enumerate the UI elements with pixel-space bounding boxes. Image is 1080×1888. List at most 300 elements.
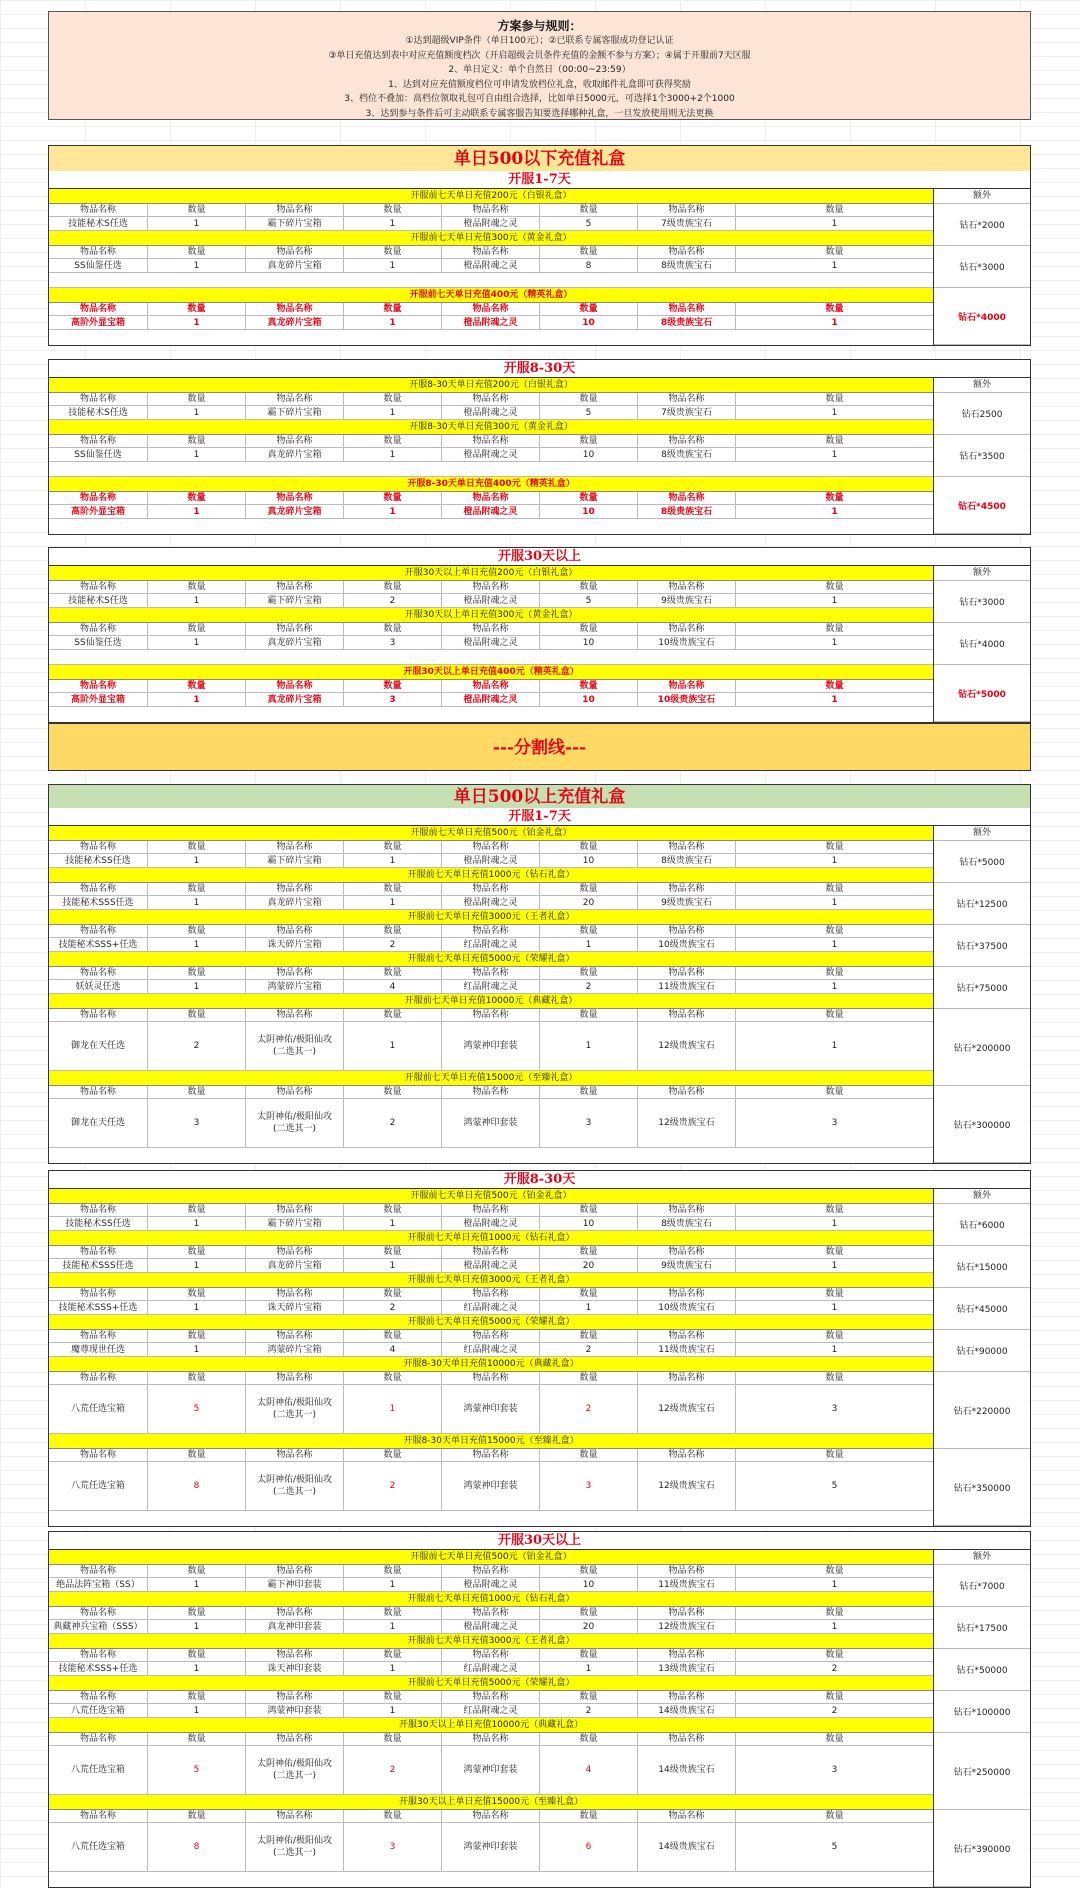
item-name: 霸下碎片宝箱 xyxy=(246,594,344,607)
header-quantity: 数量 xyxy=(825,582,844,592)
item-name: 14级贵族宝石 xyxy=(638,1704,736,1717)
table-row xyxy=(49,1099,933,1148)
header-quantity: 数量 xyxy=(344,1372,442,1384)
gift-tier-header: 开服前七天单日充值500元（铂金礼盒） xyxy=(49,1189,933,1204)
gift-tier-header: 开服30天以上单日充值300元（黄金礼盒） xyxy=(49,608,933,623)
item-name: 橙品附魂之灵 xyxy=(442,259,540,272)
item-quantity: 2 xyxy=(344,1746,442,1794)
header-quantity: 数量 xyxy=(825,394,844,404)
extra-header: 额外 xyxy=(934,1550,1030,1565)
table-row xyxy=(49,1385,933,1434)
header-item-name: 物品名称 xyxy=(638,925,736,937)
extra-diamond-reward: 钻石*17500 xyxy=(934,1607,1030,1649)
item-quantity: 1 xyxy=(344,448,442,461)
item-quantity: 5 xyxy=(148,1385,246,1433)
item-quantity: 2 xyxy=(540,1343,638,1356)
header-quantity: 数量 xyxy=(344,623,442,635)
header-item-name: 物品名称 xyxy=(442,925,540,937)
item-quantity: 1 xyxy=(344,1217,442,1230)
header-quantity: 数量 xyxy=(344,435,442,447)
table-row xyxy=(49,316,933,330)
header-item-name: 物品名称 xyxy=(246,1204,344,1216)
item-name: 太阴神佑/极阳仙攻 (二选其一) xyxy=(246,1385,344,1433)
header-quantity: 数量 xyxy=(148,925,246,937)
item-quantity: 1 xyxy=(344,1022,442,1070)
header-item-name: 物品名称 xyxy=(442,1009,540,1021)
spacer-row xyxy=(49,462,933,477)
header-item-name: 物品名称 xyxy=(442,841,540,853)
extra-diamond-reward: 钻石*90000 xyxy=(934,1330,1030,1372)
item-quantity: 1 xyxy=(148,217,246,230)
header-item-name: 物品名称 xyxy=(442,393,540,405)
header-quantity: 数量 xyxy=(540,1204,638,1216)
item-quantity: 1 xyxy=(148,448,246,461)
extra-diamond-reward: 钻石*250000 xyxy=(934,1733,1030,1810)
header-item-name: 物品名称 xyxy=(638,1330,736,1342)
header-item-name: 物品名称 xyxy=(442,492,540,504)
header-item-name: 物品名称 xyxy=(246,1086,344,1098)
item-name: 鸿蒙神印套装 xyxy=(442,1385,540,1433)
column-header-row xyxy=(49,1330,933,1343)
extra-diamond-reward: 钻石*75000 xyxy=(934,967,1030,1009)
item-quantity: 1 xyxy=(344,316,442,329)
rules-line: ①达到超级VIP条件（单日100元）；②已联系专属客服成功登记认证 xyxy=(405,36,674,46)
item-name: 10级贵族宝石 xyxy=(638,693,736,706)
header-quantity: 数量 xyxy=(344,841,442,853)
header-quantity: 数量 xyxy=(344,393,442,405)
item-name: 11级贵族宝石 xyxy=(638,980,736,993)
item-quantity: 20 xyxy=(540,1259,638,1272)
header-quantity: 数量 xyxy=(148,1449,246,1461)
header-quantity: 数量 xyxy=(825,304,844,314)
item-name: 八荒任选宝箱 xyxy=(49,1385,148,1433)
item-quantity: 1 xyxy=(831,1302,838,1313)
column-header-row xyxy=(49,1372,933,1385)
header-item-name: 物品名称 xyxy=(246,303,344,315)
item-name: 高阶外显宝箱 xyxy=(49,693,148,706)
header-quantity: 数量 xyxy=(825,436,844,446)
column-header-row xyxy=(49,1449,933,1462)
item-name: 橙品附魂之灵 xyxy=(442,505,540,518)
header-item-name: 物品名称 xyxy=(49,680,148,692)
item-quantity: 1 xyxy=(831,260,838,271)
spacer-row xyxy=(49,650,933,665)
item-name: 红品附魂之灵 xyxy=(442,938,540,951)
header-item-name: 物品名称 xyxy=(638,680,736,692)
column-header-row xyxy=(49,393,933,406)
extra-diamond-reward: 钻石*12500 xyxy=(934,883,1030,925)
item-quantity: 10 xyxy=(540,505,638,518)
item-name: 真龙碎片宝箱 xyxy=(246,448,344,461)
item-name: 橙品附魂之灵 xyxy=(442,217,540,230)
header-item-name: 物品名称 xyxy=(442,1810,540,1822)
item-name: 诛天神印套装 xyxy=(246,1662,344,1675)
header-item-name: 物品名称 xyxy=(638,1246,736,1258)
item-quantity: 8 xyxy=(148,1823,246,1871)
header-item-name: 物品名称 xyxy=(246,204,344,216)
header-quantity: 数量 xyxy=(540,581,638,593)
spacer-row xyxy=(49,273,933,288)
header-item-name: 物品名称 xyxy=(638,303,736,315)
header-item-name: 物品名称 xyxy=(442,581,540,593)
header-quantity: 数量 xyxy=(540,1607,638,1619)
extra-diamond-reward: 钻石*3000 xyxy=(934,581,1030,623)
gift-section xyxy=(48,1170,1031,1527)
header-quantity: 数量 xyxy=(344,1810,442,1822)
item-quantity: 1 xyxy=(344,854,442,867)
item-quantity: 3 xyxy=(344,636,442,649)
gift-tier-header: 开服前七天单日充值1000元（钻石礼盒） xyxy=(49,1231,933,1246)
header-quantity: 数量 xyxy=(148,1649,246,1661)
extra-diamond-reward: 钻石*5000 xyxy=(934,841,1030,883)
header-quantity: 数量 xyxy=(540,1565,638,1577)
header-quantity: 数量 xyxy=(825,681,844,691)
extra-header: 额外 xyxy=(934,189,1030,204)
header-quantity: 数量 xyxy=(344,581,442,593)
header-quantity: 数量 xyxy=(825,1692,844,1702)
header-item-name: 物品名称 xyxy=(49,393,148,405)
gift-tier-header: 开服前七天单日充值3000元（王者礼盒） xyxy=(49,910,933,925)
item-name: 红品附魂之灵 xyxy=(442,1662,540,1675)
header-item-name: 物品名称 xyxy=(246,925,344,937)
item-quantity: 1 xyxy=(831,1041,838,1051)
item-name: 8级贵族宝石 xyxy=(638,505,736,518)
header-item-name: 物品名称 xyxy=(442,1086,540,1098)
header-item-name: 物品名称 xyxy=(246,1288,344,1300)
item-name: 八荒任选宝箱 xyxy=(49,1462,148,1510)
item-name: 橙品附魂之灵 xyxy=(442,1217,540,1230)
item-name: 高阶外显宝箱 xyxy=(49,316,148,329)
item-quantity: 1 xyxy=(831,694,838,705)
item-quantity: 1 xyxy=(148,1217,246,1230)
gift-tier-header: 开服前七天单日充值3000元（王者礼盒） xyxy=(49,1634,933,1649)
header-item-name: 物品名称 xyxy=(49,1649,148,1661)
header-quantity: 数量 xyxy=(540,1372,638,1384)
extra-header: 额外 xyxy=(934,378,1030,393)
rules-line: 2、单日定义：单个自然日（00:00~23:59） xyxy=(448,65,631,75)
gift-tier-header: 开服前七天单日充值500元（铂金礼盒） xyxy=(49,1550,933,1565)
extra-diamond-reward: 钻石*50000 xyxy=(934,1649,1030,1691)
item-quantity: 1 xyxy=(344,1620,442,1633)
header-quantity: 数量 xyxy=(540,1086,638,1098)
item-quantity: 1 xyxy=(148,1662,246,1675)
item-name: 14级贵族宝石 xyxy=(638,1823,736,1871)
item-name: 魔尊现世任选 xyxy=(49,1343,148,1356)
item-name: 鸿蒙碎片宝箱 xyxy=(246,1343,344,1356)
gift-tier-header: 开服8-30天单日充值400元（精英礼盒） xyxy=(49,477,933,492)
item-quantity: 4 xyxy=(344,980,442,993)
extra-diamond-reward: 钻石*6000 xyxy=(934,1204,1030,1246)
item-quantity: 1 xyxy=(344,896,442,909)
item-name: 橙品附魂之灵 xyxy=(442,1259,540,1272)
item-quantity: 1 xyxy=(831,897,838,908)
column-header-row xyxy=(49,492,933,505)
item-quantity: 2 xyxy=(148,1022,246,1070)
header-item-name: 物品名称 xyxy=(49,1246,148,1258)
item-quantity: 2 xyxy=(540,980,638,993)
item-name: 真龙碎片宝箱 xyxy=(246,693,344,706)
column-header-row xyxy=(49,204,933,217)
item-name: 太阴神佑/极阳仙攻 (二选其一) xyxy=(246,1746,344,1794)
header-item-name: 物品名称 xyxy=(49,1288,148,1300)
table-row xyxy=(49,693,933,707)
header-item-name: 物品名称 xyxy=(246,883,344,895)
header-quantity: 数量 xyxy=(540,1810,638,1822)
item-quantity: 6 xyxy=(540,1823,638,1871)
header-quantity: 数量 xyxy=(148,1009,246,1021)
item-quantity: 1 xyxy=(831,939,838,950)
header-item-name: 物品名称 xyxy=(638,1288,736,1300)
gift-tier-header: 开服前七天单日充值400元（精英礼盒） xyxy=(49,288,933,303)
gift-tier-header: 开服30天以上单日充值15000元（至臻礼盒） xyxy=(49,1795,933,1810)
banner-under-500: 单日500以下充值礼盒 xyxy=(48,145,1031,171)
header-quantity: 数量 xyxy=(344,492,442,504)
header-quantity: 数量 xyxy=(344,1086,442,1098)
table-row xyxy=(49,854,933,868)
header-item-name: 物品名称 xyxy=(49,841,148,853)
header-item-name: 物品名称 xyxy=(638,1565,736,1577)
header-item-name: 物品名称 xyxy=(638,1086,736,1098)
item-quantity: 1 xyxy=(540,1662,638,1675)
header-item-name: 物品名称 xyxy=(246,967,344,979)
header-quantity: 数量 xyxy=(148,393,246,405)
header-item-name: 物品名称 xyxy=(638,967,736,979)
item-quantity: 1 xyxy=(148,316,246,329)
item-quantity: 1 xyxy=(148,594,246,607)
item-quantity: 3 xyxy=(831,1765,838,1775)
item-name: 太阴神佑/极阳仙攻 (二选其一) xyxy=(246,1462,344,1510)
item-name: 12级贵族宝石 xyxy=(638,1099,736,1147)
header-quantity: 数量 xyxy=(825,1205,844,1215)
column-header-row xyxy=(49,925,933,938)
item-quantity: 2 xyxy=(831,1705,838,1716)
gift-section xyxy=(48,1531,1031,1888)
item-name: 妖妖灵任选 xyxy=(49,980,148,993)
header-item-name: 物品名称 xyxy=(638,435,736,447)
extra-diamond-reward: 钻石*350000 xyxy=(934,1449,1030,1526)
header-quantity: 数量 xyxy=(540,1691,638,1703)
rules-line: 3、达到参与条件后可主动联系专属客服告知要选择哪种礼盒，一旦发放使用则无法更换 xyxy=(365,108,714,119)
table-row xyxy=(49,1823,933,1872)
item-quantity: 1 xyxy=(540,1022,638,1070)
item-quantity: 1 xyxy=(540,1301,638,1314)
item-name: 典藏神兵宝箱（SSS） xyxy=(49,1620,148,1633)
header-quantity: 数量 xyxy=(344,303,442,315)
header-quantity: 数量 xyxy=(148,1288,246,1300)
column-header-row xyxy=(49,1246,933,1259)
rules-line: 1、达到对应充值额度档位可申请发放档位礼盒，收取邮件礼盒即可获得奖励 xyxy=(388,79,691,90)
header-quantity: 数量 xyxy=(344,1449,442,1461)
header-quantity: 数量 xyxy=(344,1009,442,1021)
item-name: SS仙鉴任选 xyxy=(49,259,148,272)
gift-tier-header: 开服前七天单日充值1000元（钻石礼盒） xyxy=(49,868,933,883)
gift-section xyxy=(48,359,1031,535)
header-item-name: 物品名称 xyxy=(246,1009,344,1021)
header-quantity: 数量 xyxy=(344,1691,442,1703)
header-item-name: 物品名称 xyxy=(49,1204,148,1216)
header-quantity: 数量 xyxy=(148,1733,246,1745)
item-quantity: 2 xyxy=(344,1301,442,1314)
header-quantity: 数量 xyxy=(540,623,638,635)
header-item-name: 物品名称 xyxy=(638,623,736,635)
header-item-name: 物品名称 xyxy=(49,1086,148,1098)
item-quantity: 1 xyxy=(148,980,246,993)
header-item-name: 物品名称 xyxy=(246,1810,344,1822)
header-quantity: 数量 xyxy=(825,1331,844,1341)
header-quantity: 数量 xyxy=(540,1009,638,1021)
table-row xyxy=(49,217,933,231)
header-quantity: 数量 xyxy=(825,1373,844,1383)
header-item-name: 物品名称 xyxy=(638,1204,736,1216)
item-name: 霸下碎片宝箱 xyxy=(246,854,344,867)
item-name: 霸下碎片宝箱 xyxy=(246,406,344,419)
item-quantity: 1 xyxy=(831,855,838,866)
item-quantity: 5 xyxy=(831,1842,838,1852)
item-name: 真龙碎片宝箱 xyxy=(246,896,344,909)
column-header-row xyxy=(49,1733,933,1746)
item-name: 真龙神印套装 xyxy=(246,1620,344,1633)
extra-diamond-reward: 钻石*390000 xyxy=(934,1810,1030,1887)
header-quantity: 数量 xyxy=(148,492,246,504)
item-name: 橙品附魂之灵 xyxy=(442,1578,540,1591)
header-quantity: 数量 xyxy=(344,883,442,895)
header-item-name: 物品名称 xyxy=(246,623,344,635)
gift-tier-header: 开服前七天单日充值5000元（荣耀礼盒） xyxy=(49,1315,933,1330)
extra-diamond-reward: 钻石2500 xyxy=(934,393,1030,435)
item-name: 技能秘术SSS+任选 xyxy=(49,1301,148,1314)
item-quantity: 2 xyxy=(344,594,442,607)
item-quantity: 1 xyxy=(831,637,838,648)
header-item-name: 物品名称 xyxy=(442,246,540,258)
item-quantity: 5 xyxy=(540,217,638,230)
banner-over-500: 单日500以上充值礼盒 xyxy=(48,784,1031,808)
header-item-name: 物品名称 xyxy=(246,841,344,853)
item-name: 技能秘术SS任选 xyxy=(49,1217,148,1230)
column-header-row xyxy=(49,246,933,259)
gift-tier-header: 开服30天以上单日充值10000元（典藏礼盒） xyxy=(49,1718,933,1733)
item-quantity: 1 xyxy=(831,449,838,460)
header-quantity: 数量 xyxy=(540,393,638,405)
item-quantity: 20 xyxy=(540,896,638,909)
item-name: 10级贵族宝石 xyxy=(638,1301,736,1314)
header-item-name: 物品名称 xyxy=(442,623,540,635)
item-quantity: 4 xyxy=(540,1746,638,1794)
header-item-name: 物品名称 xyxy=(49,1607,148,1619)
header-quantity: 数量 xyxy=(344,1565,442,1577)
table-row xyxy=(49,1620,933,1634)
column-header-row xyxy=(49,1086,933,1099)
gift-tier-header: 开服前七天单日充值10000元（典藏礼盒） xyxy=(49,994,933,1009)
header-quantity: 数量 xyxy=(148,1246,246,1258)
column-header-row xyxy=(49,1288,933,1301)
item-name: 14级贵族宝石 xyxy=(638,1746,736,1794)
item-quantity: 1 xyxy=(831,1579,838,1590)
item-name: 霸下碎片宝箱 xyxy=(246,1217,344,1230)
column-header-row xyxy=(49,303,933,316)
item-quantity: 3 xyxy=(344,693,442,706)
header-quantity: 数量 xyxy=(540,883,638,895)
header-item-name: 物品名称 xyxy=(49,925,148,937)
column-header-row xyxy=(49,680,933,693)
header-quantity: 数量 xyxy=(825,1734,844,1744)
item-name: 10级贵族宝石 xyxy=(638,938,736,951)
gift-tier-header: 开服前七天单日充值200元（白银礼盒） xyxy=(49,189,933,204)
item-quantity: 1 xyxy=(344,1578,442,1591)
header-item-name: 物品名称 xyxy=(638,1372,736,1384)
table-row xyxy=(49,1746,933,1795)
table-row xyxy=(49,1578,933,1592)
header-item-name: 物品名称 xyxy=(638,1733,736,1745)
section-title: 开服1-7天 xyxy=(49,808,1030,826)
header-quantity: 数量 xyxy=(540,1288,638,1300)
item-name: 技能秘术SSS任选 xyxy=(49,1259,148,1272)
header-item-name: 物品名称 xyxy=(442,1733,540,1745)
header-quantity: 数量 xyxy=(148,1691,246,1703)
item-quantity: 8 xyxy=(148,1462,246,1510)
header-item-name: 物品名称 xyxy=(49,492,148,504)
header-quantity: 数量 xyxy=(540,1649,638,1661)
item-name: 8级贵族宝石 xyxy=(638,448,736,461)
header-item-name: 物品名称 xyxy=(638,1607,736,1619)
extra-diamond-reward: 钻石*45000 xyxy=(934,1288,1030,1330)
header-quantity: 数量 xyxy=(540,204,638,216)
item-quantity: 3 xyxy=(344,1823,442,1871)
item-quantity: 3 xyxy=(831,1404,838,1414)
header-item-name: 物品名称 xyxy=(442,1372,540,1384)
header-quantity: 数量 xyxy=(825,842,844,852)
extra-diamond-reward: 钻石*5000 xyxy=(934,665,1030,722)
item-name: 橙品附魂之灵 xyxy=(442,316,540,329)
section-title: 开服8-30天 xyxy=(49,360,1030,378)
item-quantity: 5 xyxy=(540,406,638,419)
item-name: 13级贵族宝石 xyxy=(638,1662,736,1675)
item-name: 11级贵族宝石 xyxy=(638,1578,736,1591)
item-name: 真龙碎片宝箱 xyxy=(246,636,344,649)
header-quantity: 数量 xyxy=(540,303,638,315)
item-quantity: 1 xyxy=(831,407,838,418)
item-quantity: 1 xyxy=(148,896,246,909)
header-quantity: 数量 xyxy=(148,967,246,979)
section-title: 开服8-30天 xyxy=(49,1171,1030,1189)
header-item-name: 物品名称 xyxy=(49,883,148,895)
header-item-name: 物品名称 xyxy=(638,1810,736,1822)
column-header-row xyxy=(49,1607,933,1620)
rules-line: 3、档位不叠加：高档位领取礼包可自由组合选择，比如单日5000元，可选择1个3000+2个1000 xyxy=(344,94,735,104)
header-item-name: 物品名称 xyxy=(49,1372,148,1384)
item-quantity: 2 xyxy=(344,938,442,951)
item-name: 7级贵族宝石 xyxy=(638,406,736,419)
header-quantity: 数量 xyxy=(344,1733,442,1745)
header-item-name: 物品名称 xyxy=(246,1733,344,1745)
table-row xyxy=(49,1462,933,1511)
column-header-row xyxy=(49,967,933,980)
header-quantity: 数量 xyxy=(540,680,638,692)
column-header-row xyxy=(49,1649,933,1662)
header-item-name: 物品名称 xyxy=(49,1009,148,1021)
extra-diamond-reward: 钻石*220000 xyxy=(934,1372,1030,1449)
item-name: 鸿蒙神印套装 xyxy=(442,1462,540,1510)
header-quantity: 数量 xyxy=(344,925,442,937)
item-name: 12级贵族宝石 xyxy=(638,1620,736,1633)
item-quantity: 5 xyxy=(148,1746,246,1794)
item-name: 真龙碎片宝箱 xyxy=(246,259,344,272)
item-quantity: 1 xyxy=(831,981,838,992)
item-quantity: 1 xyxy=(831,317,838,328)
header-item-name: 物品名称 xyxy=(442,1607,540,1619)
header-item-name: 物品名称 xyxy=(638,1009,736,1021)
item-name: 霸下神印套装 xyxy=(246,1578,344,1591)
table-row xyxy=(49,1343,933,1357)
